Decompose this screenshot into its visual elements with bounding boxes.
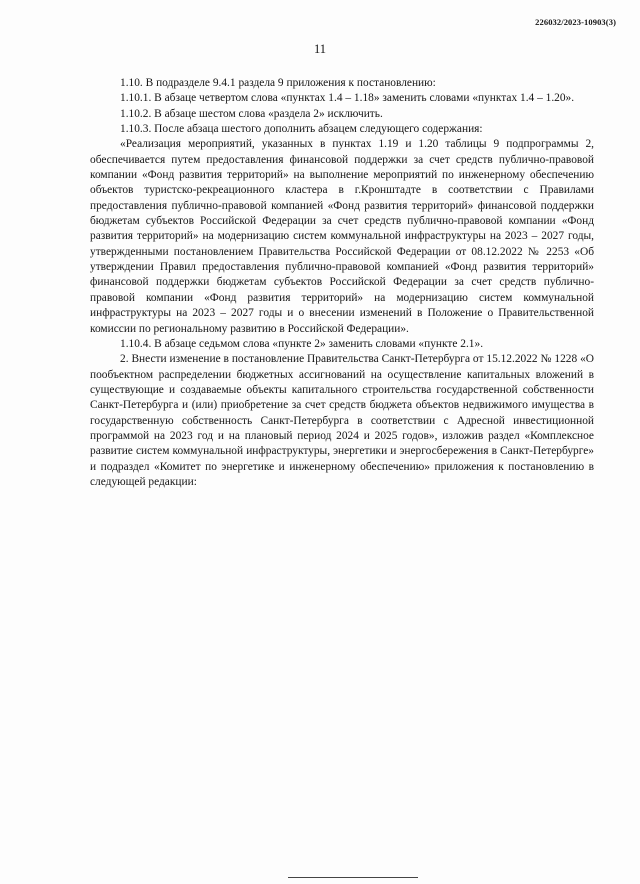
footer-divider (288, 877, 418, 878)
paragraph-2: 2. Внести изменение в постановление Правительства Санкт-Петербурга от 15.12.2022 № 1228 «О пообъектном распределении бюджетных ассигнований на осуществление капитальных вложений в существующие и создаваемые объекты капитального строительства государственной собственности Санкт-Петербурга и (или) приобретение за счет средств бюджета объектов недвижимого имущества в государственную собственность Санкт-Петербурга в соответствии с Адресной инвестиционной программой на 2023 год и на плановый период 2024 и 2025 годов», изложив раздел «Комплексное развитие систем коммунальной инфраструктуры, энергетики и энергосбережения в Санкт-Петербурге» и подраздел «Комитет по энергетике и инженерному обеспечению» приложения к постановлению в следующей редакции: (90, 353, 594, 488)
paragraph-1-10-1: 1.10.1. В абзаце четвертом слова «пунктах 1.4 – 1.18» заменить словами «пунктах 1.4 – 1.20». (120, 92, 575, 105)
document-body (90, 76, 594, 490)
document-id: 226032/2023-10903(3) (535, 17, 616, 27)
paragraph-1-10-4: 1.10.4. В абзаце седьмом слова «пункте 2» заменить словами «пункте 2.1». (120, 337, 484, 350)
page-number: 11 (313, 42, 327, 56)
paragraph-1-10-2: 1.10.2. В абзаце шестом слова «раздела 2» исключить. (120, 107, 383, 120)
paragraph-1-10: 1.10. В подразделе 9.4.1 раздела 9 приложения к постановлению: (120, 77, 436, 89)
paragraph-quoted-insert: «Реализация мероприятий, указанных в пунктах 1.19 и 1.20 таблицы 9 подпрограммы 2, обеспечивается путем предоставления финансовой поддержки за счет средств публично-правовой компании «Фонд развития территорий» на выполнение мероприятий по инженерному обеспечению объектов туристско-рекреационного кластера в г.Кронштадте в соответствии с Правилами предоставления публично-правовой компанией «Фонд развития территорий» финансовой поддержки бюджетам субъектов Российской Федерации за счет средств публично-правовой компании «Фонд развития территорий» на модернизацию систем коммунальной инфраструктуры на 2023 – 2027 годы, утвержденными постановлением Правительства Российской Федерации от 08.12.2022 № 2253 «Об утверждении Правил предоставления публично-правовой компанией «Фонд развития территорий» финансовой поддержки бюджетам субъектов Российской Федерации за счет средств публично-правовой компании «Фонд развития территорий» на модернизацию систем коммунальной инфраструктуры на 2023 – 2027 годы и о внесении изменений в Положение о Правительственной комиссии по региональному развитию в Российской Федерации». (90, 138, 594, 335)
paragraph-1-10-3: 1.10.3. После абзаца шестого дополнить абзацем следующего содержания: (120, 123, 483, 136)
